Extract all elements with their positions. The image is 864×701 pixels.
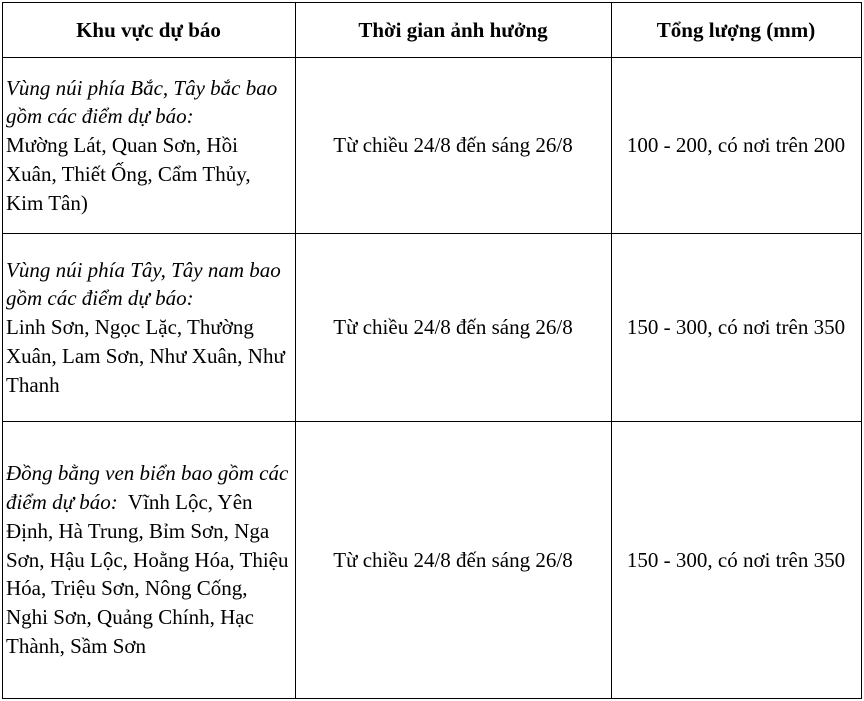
table-row [3,422,862,699]
area-cell [3,422,296,699]
header-row [3,3,862,58]
table-row [3,58,862,234]
area-points: Linh Sơn, Ngọc Lặc, Thường Xuân, Lam Sơn, Như Xuân, Như Thanh [6,315,285,397]
total-cell: 150 - 300, có nơi trên 350 [612,422,862,699]
table-row [3,234,862,422]
area-intro: Đồng bằng ven biển bao gồm các điểm dự báo: [6,461,289,514]
forecast-table [2,2,862,699]
area-intro: Vùng núi phía Bắc, Tây bắc bao gồm các điểm dự báo: [6,75,278,129]
area-points: Mường Lát, Quan Sơn, Hồi Xuân, Thiết Ống, Cẩm Thủy, Kim Tân) [6,133,251,215]
area-cell [3,58,296,234]
header-area: Khu vực dự báo [3,3,296,58]
total-cell: 100 - 200, có nơi trên 200 [612,58,862,234]
header-total: Tổng lượng (mm) [612,3,862,58]
total-cell: 150 - 300, có nơi trên 350 [612,234,862,422]
area-points: Vĩnh Lộc, Yên Định, Hà Trung, Bỉm Sơn, Nga Sơn, Hậu Lộc, Hoằng Hóa, Thiệu Hóa, Triệu Sơn, Nông Cống, Nghi Sơn, Quảng Chính, Hạc Thành, Sầm Sơn [6,490,289,658]
area-cell [3,234,296,422]
time-cell: Từ chiều 24/8 đến sáng 26/8 [296,422,612,699]
time-cell: Từ chiều 24/8 đến sáng 26/8 [296,58,612,234]
time-cell: Từ chiều 24/8 đến sáng 26/8 [296,234,612,422]
area-intro: Vùng núi phía Tây, Tây nam bao gồm các điểm dự báo: [6,257,281,311]
header-time: Thời gian ảnh hưởng [296,3,612,58]
